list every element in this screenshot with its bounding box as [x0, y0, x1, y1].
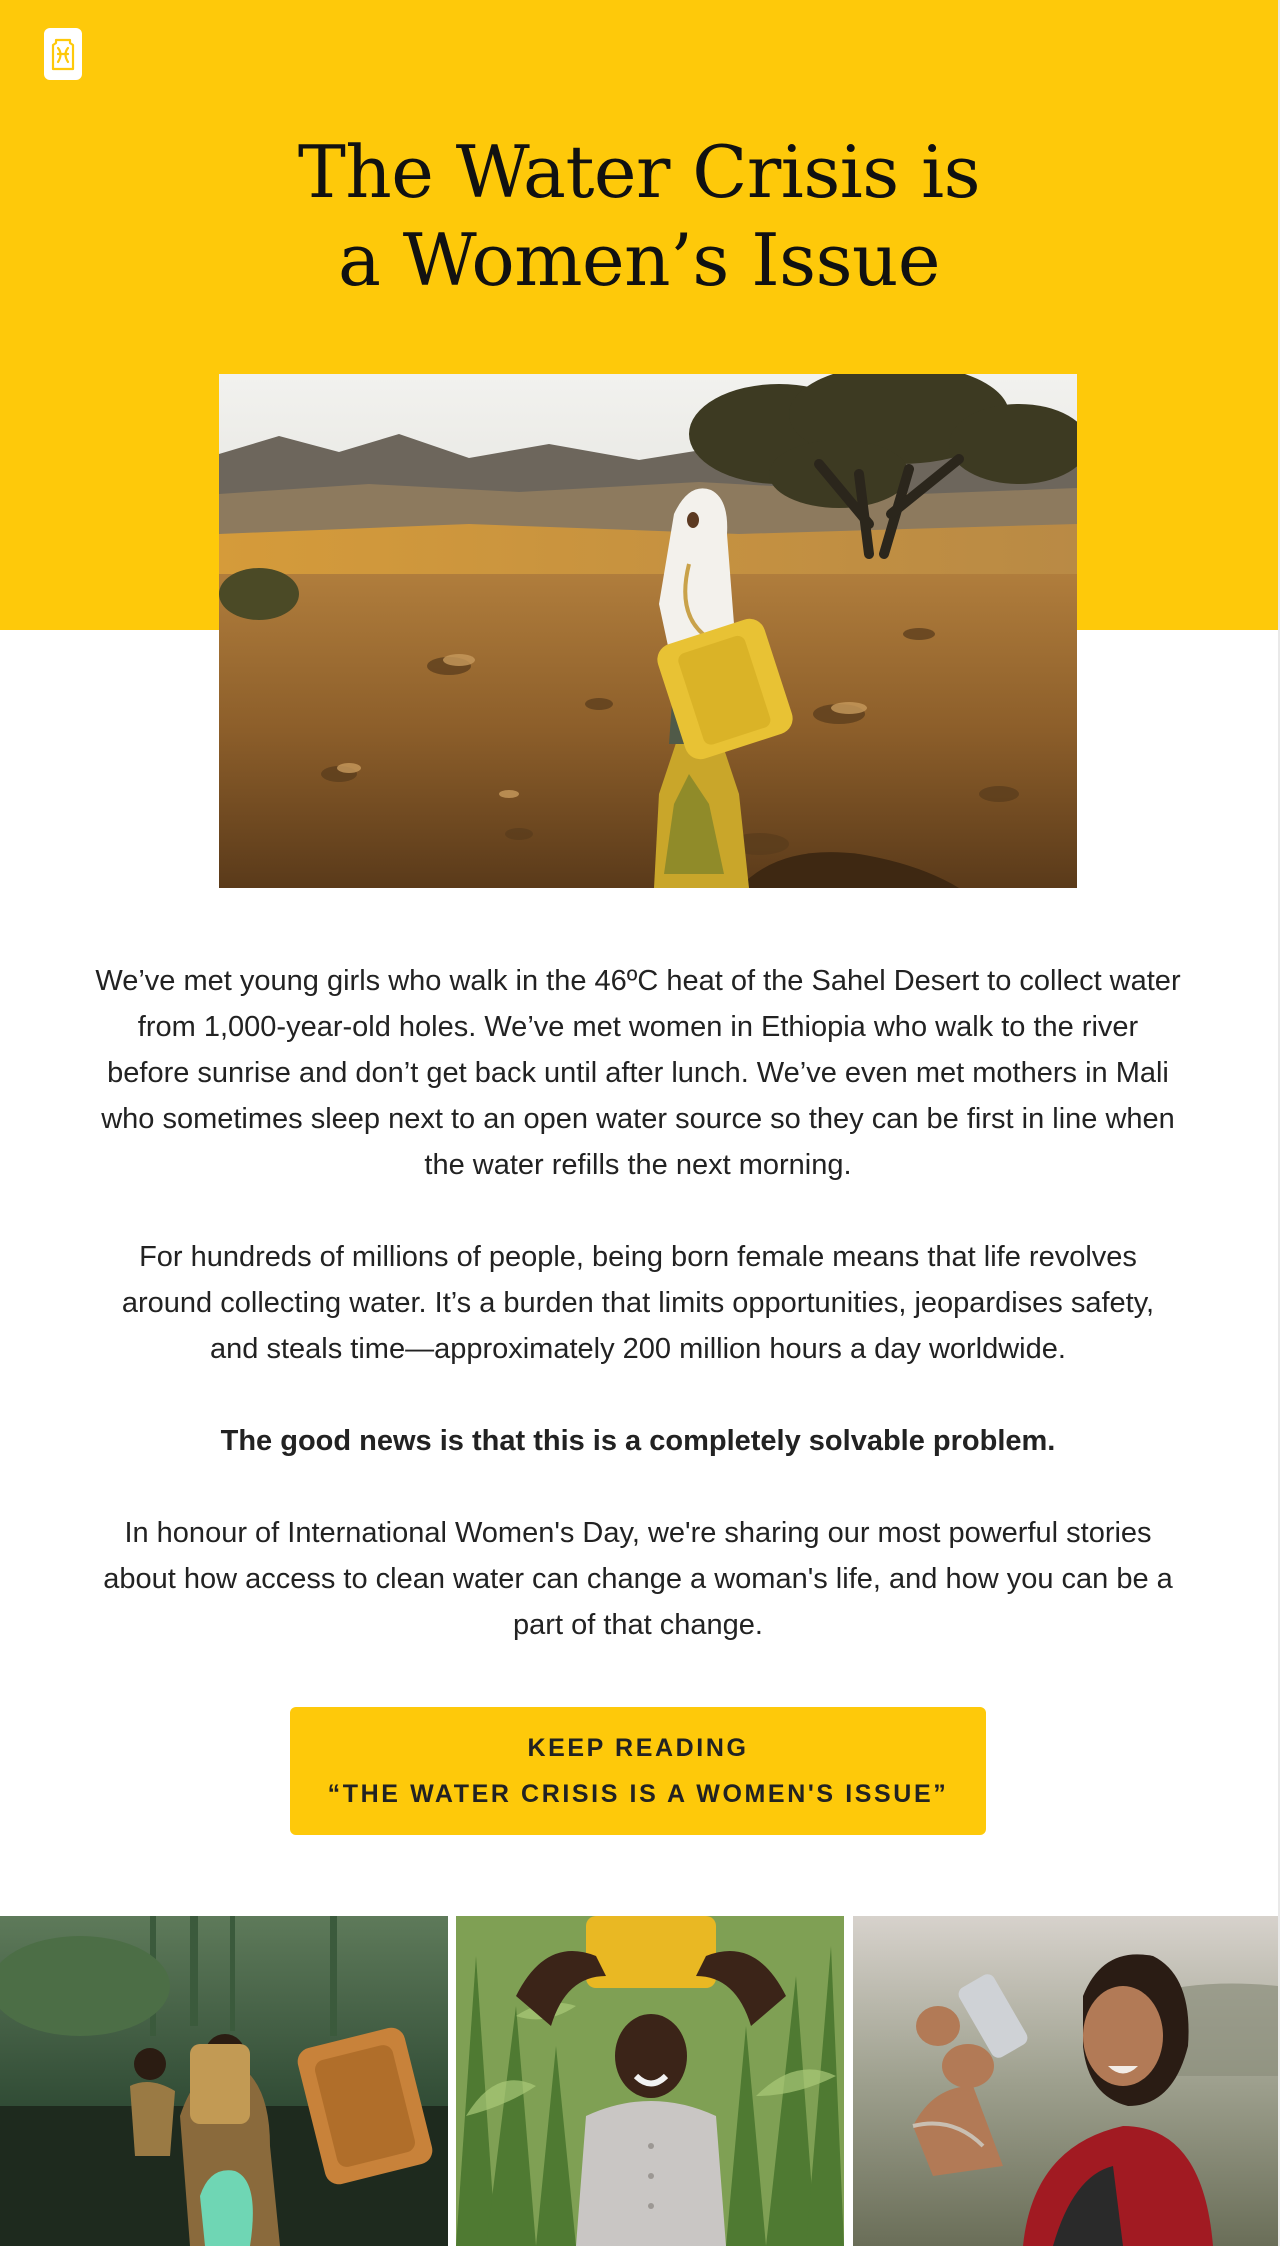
page-title — [0, 128, 1278, 304]
woman-carrying-jerrycan-photo-icon — [219, 374, 1077, 888]
keep-reading-button[interactable] — [290, 1707, 986, 1835]
page-title-line2: a Women’s Issue — [337, 218, 941, 302]
woman-jerrycan-on-head-photo-icon — [456, 1916, 844, 2246]
gallery-photo-2[interactable] — [456, 1916, 844, 2246]
keep-reading-button-line2: “THE WATER CRISIS IS A WOMEN'S ISSUE” — [327, 1780, 949, 1808]
gallery-photo-1[interactable] — [0, 1916, 448, 2246]
womens-day-paragraph: In honour of International Women's Day, we're sharing our most powerful stories about how access to clean water can change a woman's life, and how you can be a part of that change. — [103, 1517, 1173, 1641]
intro-paragraph: We’ve met young girls who walk in the 46ºC heat of the Sahel Desert to collect water from 1,000-year-old holes. We’ve met women in Ethiopia who walk to the river before sunrise and don’t get back until after lunch. We’ve even met mothers in Mali who sometimes sleep next to an open water source so they can be first in line when the water refills the next morning. — [95, 965, 1181, 1181]
gallery-photo-3[interactable] — [853, 1916, 1278, 2246]
hero-image[interactable] — [219, 374, 1077, 888]
water-jerrycan-logo-icon[interactable] — [44, 28, 82, 80]
page-title-line1: The Water Crisis is — [297, 130, 981, 214]
keep-reading-button-line1: KEEP READING — [527, 1734, 749, 1762]
context-paragraph: For hundreds of millions of people, being born female means that life revolves around collecting water. It’s a burden that limits opportunities, jeopardises safety, and steals time—approximately 200 million hours a day worldwide. — [121, 1241, 1155, 1365]
woman-drinking-water-photo-icon — [853, 1916, 1278, 2246]
body-copy — [95, 958, 1181, 1694]
good-news-paragraph: The good news is that this is a completely solvable problem. — [220, 1425, 1056, 1457]
woman-with-child-carrying-jerrycan-photo-icon — [0, 1916, 448, 2246]
